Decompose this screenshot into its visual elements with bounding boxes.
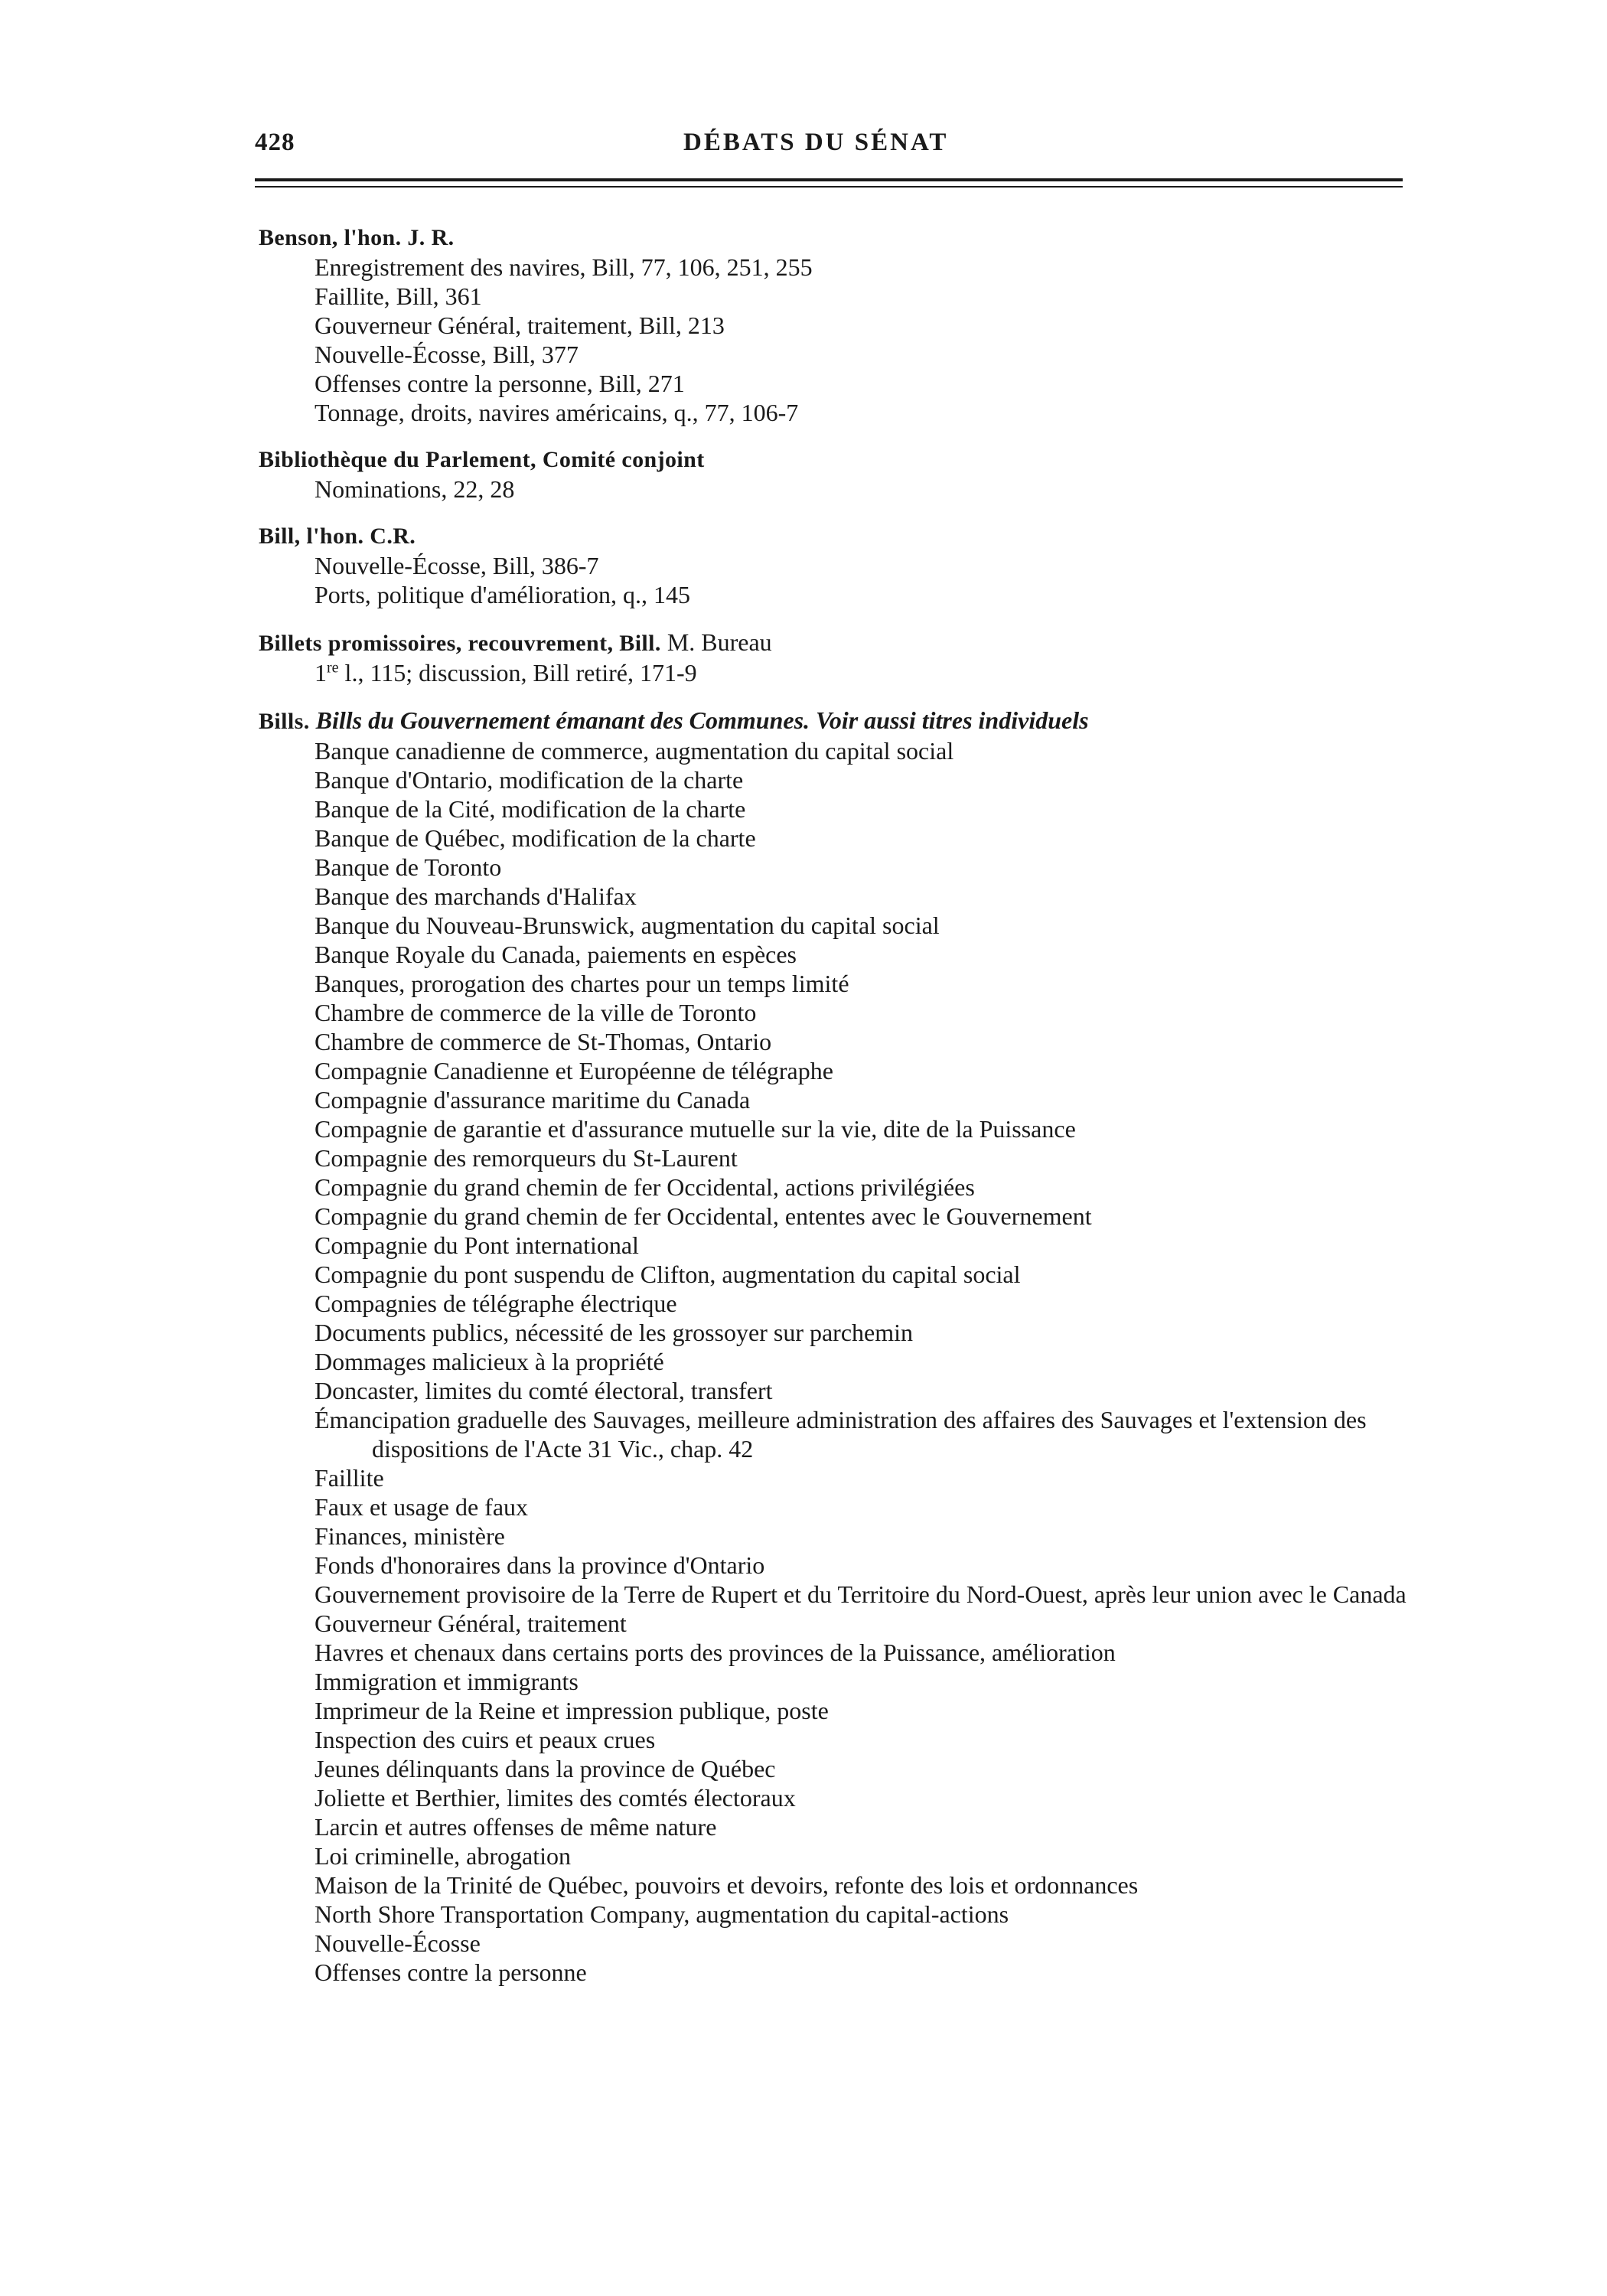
entry-subitem: Larcin et autres offenses de même nature xyxy=(315,1813,717,1841)
entry-subitem: Offenses contre la personne xyxy=(315,1958,587,1986)
entry-subitem: Compagnie de garantie et d'assurance mutuelle sur la vie, dite de la Puissance xyxy=(315,1115,1076,1143)
entry-subitem: Faillite xyxy=(315,1464,384,1492)
entry-subitem: Finances, ministère xyxy=(315,1522,505,1550)
entry-subitem: Banque des marchands d'Halifax xyxy=(315,882,637,910)
entry-subitem: Gouvernement provisoire de la Terre de Rupert et du Territoire du Nord-Ouest, après leur union avec le Canada xyxy=(315,1580,1407,1608)
entry-subitem: Jeunes délinquants dans la province de Québec xyxy=(315,1755,776,1782)
entry-subitem: Immigration et immigrants xyxy=(315,1668,579,1695)
entry-heading: Bibliothèque du Parlement, Comité conjoint xyxy=(259,447,705,472)
index-entry xyxy=(259,628,1407,687)
entry-subitem: Banque du Nouveau-Brunswick, augmentation du capital social xyxy=(315,912,940,939)
entry-subitem: Havres et chenaux dans certains ports des provinces de la Puissance, amélioration xyxy=(315,1639,1116,1666)
entry-subitem: Loi criminelle, abrogation xyxy=(315,1842,571,1870)
entry-heading-note: M. Bureau xyxy=(660,628,772,656)
entry-heading-italic: Bills du Gouvernement émanant des Communes. Voir aussi titres individuels xyxy=(309,706,1089,734)
entry-heading: Bills. xyxy=(259,709,310,734)
entry-subitem: Faillite, Bill, 361 xyxy=(315,282,482,310)
entry-subitem: Nouvelle-Écosse, Bill, 377 xyxy=(315,341,579,368)
entry-subitem: North Shore Transportation Company, augmentation du capital-actions xyxy=(315,1900,1009,1928)
entry-subitem: Banque canadienne de commerce, augmentation du capital social xyxy=(315,737,954,765)
entry-subitem: Compagnie du pont suspendu de Clifton, augmentation du capital social xyxy=(315,1261,1021,1288)
entry-subitem: Gouverneur Général, traitement, Bill, 213 xyxy=(315,311,725,339)
page-header xyxy=(255,129,1403,167)
entry-subitem: Compagnie du Pont international xyxy=(315,1231,639,1259)
entry-heading: Bill, l'hon. C.R. xyxy=(259,523,416,549)
entry-subitem: Banque de Toronto xyxy=(315,853,502,881)
entry-heading: Billets promissoires, recouvrement, Bill. xyxy=(259,631,661,656)
entry-subitem: Nouvelle-Écosse xyxy=(315,1929,481,1957)
entry-subitem: Chambre de commerce de la ville de Toronto xyxy=(315,999,757,1026)
entry-subitem: Compagnie du grand chemin de fer Occidental, ententes avec le Gouvernement xyxy=(315,1202,1092,1230)
entry-subitem: Ports, politique d'amélioration, q., 145 xyxy=(315,581,691,608)
entry-subitem: Nouvelle-Écosse, Bill, 386-7 xyxy=(315,552,599,579)
entry-subitem: Émancipation graduelle des Sauvages, meilleure administration des affaires des Sauvages et l'extension des dispositions de l'Acte 31 Vic., chap. 42 xyxy=(315,1406,1367,1463)
entry-subitem: Maison de la Trinité de Québec, pouvoirs et devoirs, refonte des lois et ordonnances xyxy=(315,1871,1139,1899)
index-entry xyxy=(259,445,1407,504)
entry-subitem: Documents publics, nécessité de les grossoyer sur parchemin xyxy=(315,1319,914,1346)
entry-subitem: Gouverneur Général, traitement xyxy=(315,1609,627,1637)
entry-subitem: Banque Royale du Canada, paiements en espèces xyxy=(315,941,797,968)
entry-subitem: Faux et usage de faux xyxy=(315,1493,529,1521)
index-body xyxy=(259,223,1407,2005)
entry-subitem: Compagnie des remorqueurs du St-Laurent xyxy=(315,1144,738,1172)
entry-heading-line xyxy=(259,628,1407,658)
page-number: 428 xyxy=(255,129,295,156)
entry-subitem: Compagnies de télégraphe électrique xyxy=(315,1290,677,1317)
entry-subitem: Banques, prorogation des chartes pour un temps limité xyxy=(315,970,849,997)
subitem-text: l., 115; discussion, Bill retiré, 171-9 xyxy=(338,659,697,687)
entry-subitem xyxy=(259,658,1407,687)
entry-subitem: Compagnie d'assurance maritime du Canada xyxy=(315,1086,751,1114)
index-entry xyxy=(259,522,1407,609)
entry-heading: Benson, l'hon. J. R. xyxy=(259,225,455,250)
index-entry xyxy=(259,706,1407,1987)
entry-subitem: Banque de Québec, modification de la charte xyxy=(315,824,756,852)
entry-subitem: Imprimeur de la Reine et impression publique, poste xyxy=(315,1697,829,1724)
entry-subitem: Fonds d'honoraires dans la province d'Ontario xyxy=(315,1551,765,1579)
entry-subitem: Doncaster, limites du comté électoral, transfert xyxy=(315,1377,773,1404)
entry-subitem: Banque d'Ontario, modification de la charte xyxy=(315,766,744,794)
index-entry xyxy=(259,223,1407,427)
entry-subitem: Compagnie du grand chemin de fer Occidental, actions privilégiées xyxy=(315,1173,975,1201)
header-rule-thin xyxy=(255,186,1403,188)
header-rule-thick xyxy=(255,178,1403,181)
entry-subitem: Joliette et Berthier, limites des comtés électoraux xyxy=(315,1784,796,1812)
entry-subitem: Dommages malicieux à la propriété xyxy=(315,1348,664,1375)
reading-superscript: re xyxy=(327,659,339,677)
entry-subitem: Enregistrement des navires, Bill, 77, 106, 251, 255 xyxy=(315,253,813,281)
entry-subitem: Chambre de commerce de St-Thomas, Ontario xyxy=(315,1028,772,1055)
entry-subitem: Nominations, 22, 28 xyxy=(315,475,515,503)
entry-subitem: Offenses contre la personne, Bill, 271 xyxy=(315,370,685,397)
reading-number: 1 xyxy=(315,659,327,687)
running-title: DÉBATS DU SÉNAT xyxy=(683,129,949,156)
entry-subitem: Inspection des cuirs et peaux crues xyxy=(315,1726,656,1753)
entry-subitem: Tonnage, droits, navires américains, q., 77, 106-7 xyxy=(315,399,799,426)
entry-subitem: Banque de la Cité, modification de la charte xyxy=(315,795,746,823)
entry-subitem: Compagnie Canadienne et Européenne de télégraphe xyxy=(315,1057,833,1084)
entry-heading-line xyxy=(259,706,1407,736)
